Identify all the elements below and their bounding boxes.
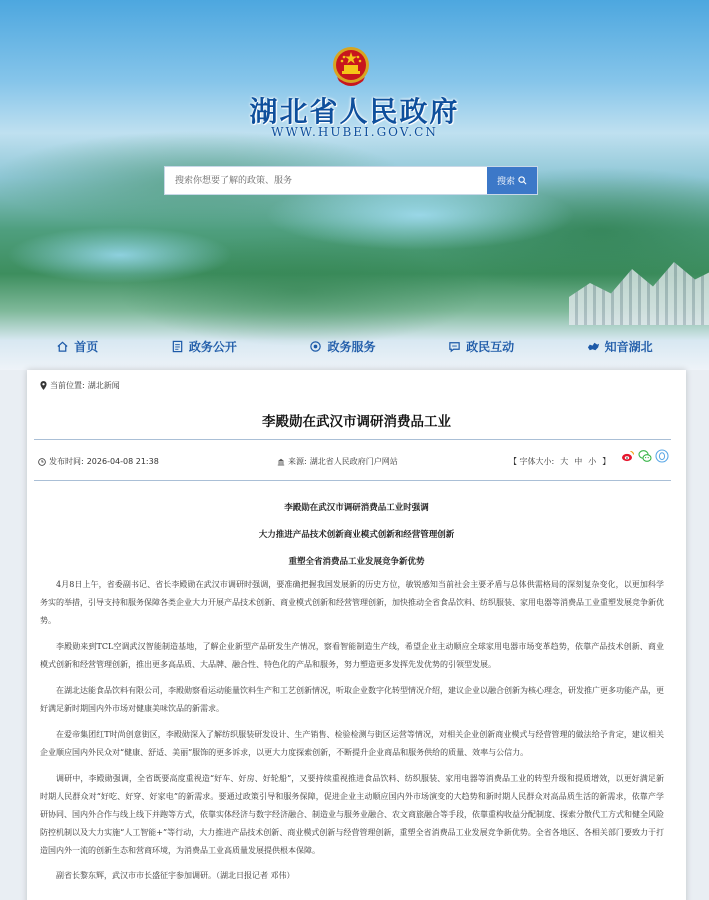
article-paragraph: 李殿勋来到TCL空调武汉智能制造基地，了解企业新型产品研发生产情况，察看智能制造生产线，希望企业主动顺应全球家用电器市场变革趋势，依靠产品技术创新、商业模式创新和经营管理创新，推出更多高品质、大品牌、融合性、特色化的产品和服务，努力塑造更多发挥先发优势的引领型发展。 — [40, 642, 664, 669]
site-title: 湖北省人民政府 — [249, 95, 460, 128]
font-size-small[interactable]: 小 — [588, 457, 597, 466]
breadcrumb — [40, 380, 120, 391]
nav-item-label: 知音湖北 — [604, 339, 653, 354]
header-banner — [0, 0, 709, 370]
hubei-map-icon — [587, 340, 600, 353]
city-skyline-decoration — [569, 255, 709, 325]
search-icon — [518, 176, 527, 185]
clock-icon — [38, 458, 46, 466]
font-size-label: 【 字体大小: — [509, 457, 555, 466]
source-label: 来源: — [288, 457, 307, 466]
article-card — [27, 370, 686, 900]
nav-item-gov-affairs[interactable] — [171, 338, 237, 355]
font-size-control — [509, 456, 610, 467]
font-size-medium[interactable]: 中 — [574, 457, 583, 466]
search-input[interactable] — [165, 167, 487, 194]
publish-time-label: 发布时间: — [49, 457, 84, 466]
wechat-share-icon[interactable] — [638, 449, 652, 463]
article-paragraph: 副省长黎东辉，武汉市市长盛征宇参加调研。（湖北日报记者 邓伟） — [56, 871, 295, 880]
font-size-end: 】 — [602, 457, 611, 466]
document-icon — [171, 340, 184, 353]
nav-item-label: 政务公开 — [188, 339, 237, 354]
article-source — [277, 456, 398, 467]
article-meta — [34, 439, 671, 481]
nav-item-label: 政务服务 — [327, 339, 376, 354]
source-value: 湖北省人民政府门户网站 — [309, 457, 398, 466]
article-paragraph: 4月8日上午，省委副书记、省长李殿勋在武汉市调研时强调，要准确把握我国发展新的历史方位，敏锐感知当前社会主要矛盾与总体供需格局的深刻复杂变化，以更加科学务实的举措，引导支持和服务保障各类企业大力开展产品技术创新、商业模式创新和经营管理创新，加快推动全省食品饮料、纺织服装、家用电器等消费品工业重塑发展竞争新优势。 — [40, 580, 664, 625]
search-bar — [164, 166, 538, 195]
article-subtitle: 重塑全省消费品工业发展竞争新优势 — [288, 557, 425, 567]
chat-icon — [448, 340, 461, 353]
article-paragraph: 在湖北达能食品饮料有限公司，李殿勋察看运动能量饮料生产和工艺创新情况，听取企业数字化转型情况介绍，建议企业以融合创新为核心理念，研发推广更多功能产品，更好满足新时期国内外市场对健康美味饮品的新需求。 — [40, 686, 664, 713]
source-icon — [277, 458, 285, 466]
search-button[interactable] — [487, 167, 537, 194]
nav-item-label: 首页 — [74, 339, 99, 354]
national-emblem-icon — [331, 45, 371, 87]
nav-item-home[interactable] — [56, 338, 98, 355]
qq-share-icon[interactable] — [655, 449, 669, 463]
service-icon — [309, 340, 322, 353]
publish-time — [38, 456, 159, 467]
nav-item-zhiyin-hubei[interactable] — [587, 338, 653, 355]
nav-item-gov-services[interactable] — [309, 338, 375, 355]
nav-item-label: 政民互动 — [466, 339, 515, 354]
location-pin-icon — [40, 381, 47, 390]
home-icon — [56, 340, 69, 353]
share-buttons — [621, 449, 669, 463]
weibo-share-icon[interactable] — [621, 449, 635, 463]
main-nav — [0, 333, 709, 359]
breadcrumb-label: 当前位置: — [50, 381, 85, 390]
publish-time-value: 2026-04-08 21:38 — [86, 457, 159, 466]
article-subtitle: 李殿勋在武汉市调研消费品工业时强调 — [284, 503, 429, 513]
article-paragraph: 在爱帝集团红T时尚创意街区，李殿勋深入了解纺织服装研发设计、生产销售、检验检测与街区运营等情况，对相关企业创新商业模式与经营管理的做法给予肯定，建议相关企业顺应国内外民众对“健康、舒适、美丽”服饰的更多诉求，以更大力度探索创新，不断提升企业商品和服务供给的质量、效率与公信力。 — [40, 730, 664, 757]
search-button-label: 搜索 — [496, 177, 515, 187]
article-title: 李殿勋在武汉市调研消费品工业 — [262, 414, 451, 430]
breadcrumb-current[interactable]: 湖北新闻 — [87, 381, 120, 390]
font-size-large[interactable]: 大 — [560, 457, 569, 466]
site-url: WWW.HUBEI.GOV.CN — [271, 125, 438, 139]
article-subtitle: 大力推进产品技术创新商业模式创新和经营管理创新 — [258, 530, 455, 540]
article-paragraph: 调研中，李殿勋强调，全省既要高度重视造“好车、好房、好轮船”，又要持续重视推进食品饮料、纺织服装、家用电器等消费品工业的转型升级和提质增效，以更好满足新时期人民群众对“好吃、好穿、好家电”的新需求。要通过政策引导和服务保障，促进企业主动顺应国内外市场演变的大趋势和新时期人民群众对高品质生活的新需求，依靠产学研协同、国内外合作与线上线下并跑等方式，依靠实体经济与数字经济融合、制造业与服务业融合、农文商旅融合等手段，依靠重构收益分配制度、探索分散代工方式和健全风险防控机制以及大力实施“人工智能+”等行动，大力推进产品技术创新、商业模式创新与经营管理创新，重塑全省消费品工业发展竞争新优势。全省各地区、各相关部门要致力于打造国内外一流的创新生态和营商环境，为消费品工业高质量发展提供根本保障。 — [40, 774, 664, 855]
nav-item-interaction[interactable] — [448, 338, 514, 355]
